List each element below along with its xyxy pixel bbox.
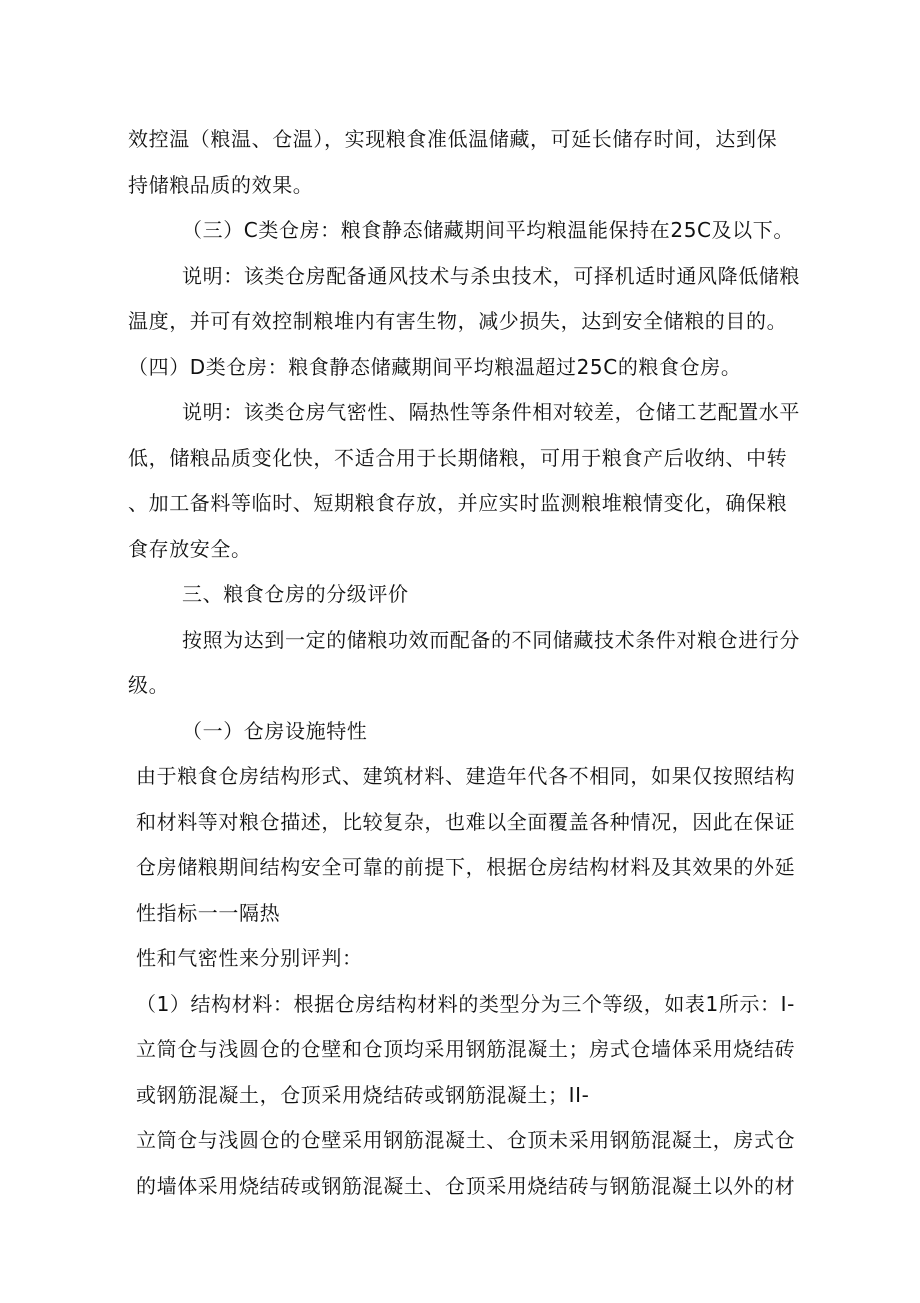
text-line: 的墙体采用烧结砖或钢筋混凝土、仓顶采用烧结砖与钢筋混凝土以外的材 <box>136 1174 796 1198</box>
text-line: 温度，并可有效控制粮堆内有害生物，减少损失，达到安全储粮的目的。 <box>128 309 788 333</box>
text-line: （1）结构材料：根据仓房结构材料的类型分为三个等级，如表1所示：I- <box>136 992 795 1016</box>
text-line: 效控温（粮温、仓温），实现粮食准低温储藏，可延长储存时间，达到保 <box>128 127 778 151</box>
text-line: 按照为达到一定的储粮功效而配备的不同储藏技术条件对粮仓进行分 <box>182 628 800 652</box>
text-line: 说明：该类仓房气密性、隔热性等条件相对较差，仓储工艺配置水平 <box>182 400 800 424</box>
text-line: 或钢筋混凝土，仓顶采用烧结砖或钢筋混凝土；II- <box>136 1083 590 1107</box>
section-heading: （四）D类仓房：粮食静态储藏期间平均粮温超过25C的粮食仓房。 <box>128 355 742 379</box>
text-line: 由于粮食仓房结构形式、建筑材料、建造年代各不相同，如果仅按照结构 <box>136 764 796 788</box>
section-heading: 三、粮食仓房的分级评价 <box>182 582 409 606</box>
text-line: 低，储粮品质变化快，不适合用于长期储粮，可用于粮食产后收纳、中转 <box>128 446 788 470</box>
text-line: 级。 <box>128 673 170 697</box>
text-line: 、加工备料等临时、短期粮食存放，并应实时监测粮堆粮情变化，确保粮 <box>128 491 788 515</box>
text-line: 和材料等对粮仓描述，比较复杂，也难以全面覆盖各种情况，因此在保证 <box>136 810 796 834</box>
text-line: 说明：该类仓房配备通风技术与杀虫技术，可择机适时通风降低储粮 <box>182 264 800 288</box>
text-line: 性和气密性来分别评判： <box>136 946 363 970</box>
text-line: 持储粮品质的效果。 <box>128 173 314 197</box>
text-line: 性指标一一隔热 <box>136 901 281 925</box>
section-heading: （三）C类仓房：粮食静态储藏期间平均粮温能保持在25C及以下。 <box>182 218 794 242</box>
text-line: 食存放安全。 <box>128 537 252 561</box>
text-line: 立筒仓与浅圆仓的仓壁和仓顶均采用钢筋混凝土；房式仓墙体采用烧结砖 <box>136 1037 796 1061</box>
text-line: 仓房储粮期间结构安全可靠的前提下，根据仓房结构材料及其效果的外延 <box>136 855 796 879</box>
section-heading: （一）仓房设施特性 <box>182 719 368 743</box>
text-line: 立筒仓与浅圆仓的仓壁采用钢筋混凝土、仓顶未采用钢筋混凝土，房式仓 <box>136 1128 796 1152</box>
